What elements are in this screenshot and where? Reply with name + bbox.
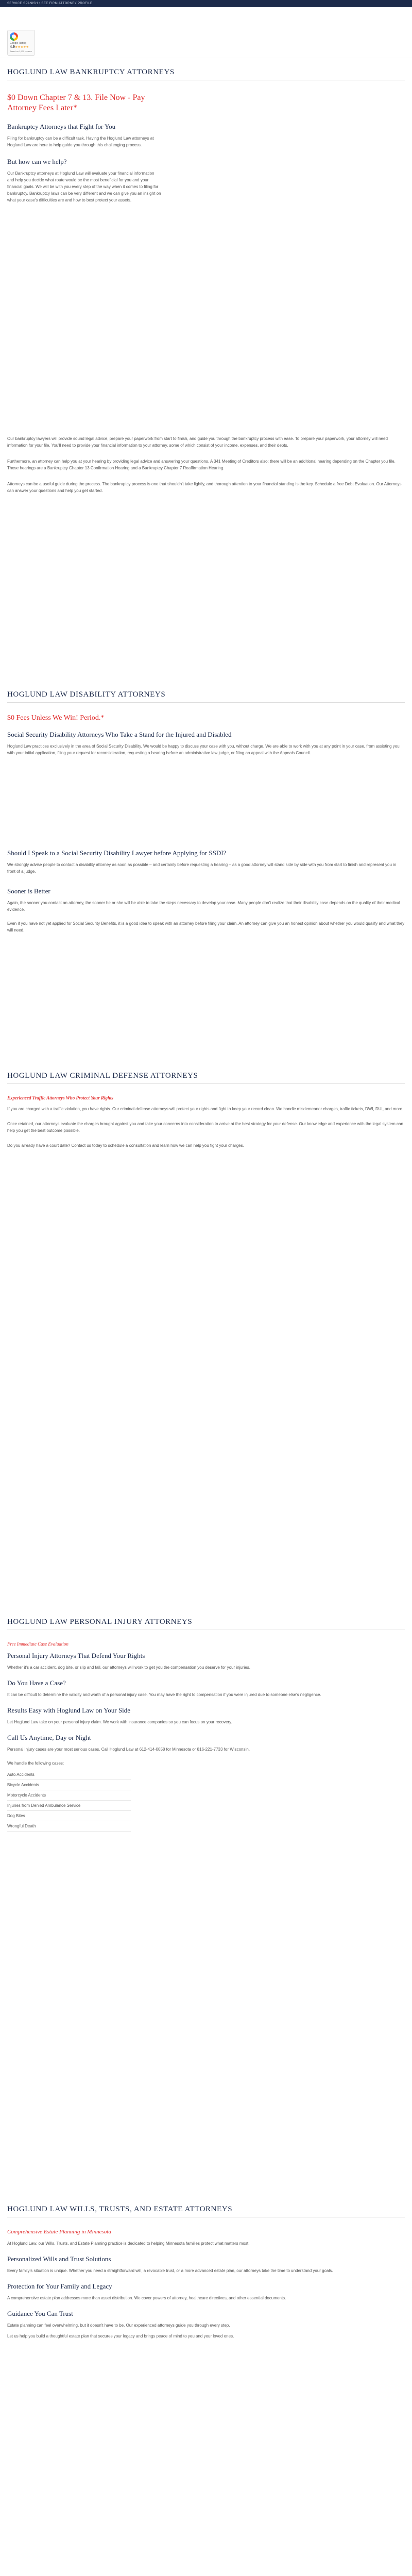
disability-intro: Hoglund Law practices exclusively in the area of Social Security Disability. We would be happy to discuss your case with you, without charge. We are able to work with you at any point in your case, from assisting you with your initial application, filing your request for reconsideration, requesting a hearing before an administrative law judge, or filing an appeal with the Appeals Council. <box>7 744 400 755</box>
injury-results-text: Let Hoglund Law take on your personal injury claim. We work with insurance companies so you can focus on your recovery. <box>7 1720 232 1724</box>
list-item: Wrongful Death <box>7 1821 131 1832</box>
estate-section <box>7 2205 405 2340</box>
list-item: Injuries from Denied Ambulance Service <box>7 1801 131 1811</box>
google-rating-badge[interactable] <box>7 30 35 56</box>
disability-apply-text: Even if you have not yet applied for Social Security Benefits, it is a good idea to speak with an attorney before filing your claim. An attorney can give you an honest opinion about whether you would qualify and what they will need. <box>7 921 405 933</box>
criminal-section <box>7 1072 405 1149</box>
rating-count: Based on 1,900 reviews <box>10 50 32 53</box>
estate-guidance-heading: Guidance You Can Trust <box>7 2310 73 2317</box>
google-logo-icon <box>10 32 18 41</box>
criminal-paragraph-3: Do you already have a court date? Contact us today to schedule a consultation and learn how we can help you fight your charges. <box>7 1143 244 1148</box>
injury-section <box>7 1618 405 1832</box>
list-item: Auto Accidents <box>7 1770 131 1780</box>
bankruptcy-help-heading: But how can we help? <box>7 158 67 165</box>
criminal-paragraph-1: If you are charged with a traffic violation, you have rights. Our criminal defense attorneys will protect your rights and fight to keep your record clean. We handle misdemeanor charges, traffic tickets, DWI, DUI, and more. <box>7 1107 404 1111</box>
bankruptcy-paragraph-4: Furthermore, an attorney can help you at your hearing by providing legal advice and answering your questions. A 341 Meeting of Creditors also; there will be an additional hearing depending on the Chapter you file. Those hearings are a Bankruptcy Chapter 13 Confirmation Hearing and a Bankruptcy Chapter 7 Reaffirmation Hearing. <box>7 459 396 470</box>
estate-protection-heading: Protection for Your Family and Legacy <box>7 2282 112 2290</box>
estate-intro: At Hoglund Law, our Wills, Trusts, and Estate Planning practice is dedicated to helping Minnesota families protect what matters most. <box>7 2241 250 2246</box>
injury-results-heading: Results Easy with Hoglund Law on Your Side <box>7 1706 131 1714</box>
rating-label: Google Rating <box>10 42 26 45</box>
injury-subheading: Personal Injury Attorneys That Defend Your Rights <box>7 1652 145 1659</box>
disability-sooner-text: Again, the sooner you contact an attorney, the sooner he or she will be able to take the steps necessary to develop your case. Many people don't realize that their disability case depends on the quality of their medical evidence. <box>7 901 400 912</box>
bankruptcy-subheading: Bankruptcy Attorneys that Fight for You <box>7 123 116 130</box>
bankruptcy-heading: HOGLUND LAW BANKRUPTCY ATTORNEYS <box>7 68 175 76</box>
disability-speak-text: We strongly advise people to contact a disability attorney as soon as possible – and certainly before requesting a hearing – as a good attorney will stand side by side with you from start to finish and represent you in front of a judge. <box>7 862 397 874</box>
injury-case-text: It can be difficult to determine the validity and worth of a personal injury case. You may have the right to compensation if you were injured due to someone else's negligence. <box>7 1692 321 1697</box>
bankruptcy-promo: $0 Down Chapter 7 & 13. File Now - Pay Attorney Fees Later* <box>7 93 145 112</box>
estate-wills-text: Every family's situation is unique. Whether you need a straightforward will, a revocable trust, or a more advanced estate plan, our attorneys take the time to understand your goals. <box>7 2268 333 2273</box>
top-bar: SERVICE SPANISH • SEE FIRM ATTORNEY PROFILE <box>0 0 412 7</box>
disability-heading: HOGLUND LAW DISABILITY ATTORNEYS <box>7 690 166 699</box>
injury-intro: Whether it's a car accident, dog bite, or slip and fall, our attorneys will work to get you the compensation you deserve for your injuries. <box>7 1665 250 1670</box>
injury-call-heading: Call Us Anytime, Day or Night <box>7 1734 91 1741</box>
header <box>0 7 412 58</box>
estate-closing-text: Let us help you build a thoughtful estate plan that secures your legacy and brings peace of mind to you and your loved ones. <box>7 2334 234 2338</box>
criminal-heading: HOGLUND LAW CRIMINAL DEFENSE ATTORNEYS <box>7 1072 198 1080</box>
list-item: Bicycle Accidents <box>7 1780 131 1790</box>
bankruptcy-help-text: Our Bankruptcy attorneys at Hoglund Law will evaluate your financial information and help you decide what route would be the most beneficial for you and your financial goals. We will be with you every step of the way when it comes to filing for bankruptcy. Bankruptcy laws can be very different and we can give you an insight on what your case's difficulties are and how to best protect your assets. <box>7 171 161 202</box>
disability-subheading: Social Security Disability Attorneys Who Take a Stand for the Injured and Disabled <box>7 731 232 738</box>
injury-case-heading: Do You Have a Case? <box>7 1679 66 1687</box>
injury-heading: HOGLUND LAW PERSONAL INJURY ATTORNEYS <box>7 1618 193 1626</box>
list-item: Dog Bites <box>7 1811 131 1821</box>
bankruptcy-paragraph-3: Our bankruptcy lawyers will provide sound legal advice, prepare your paperwork from start to finish, and guide you through the bankruptcy process with ease. To prepare your paperwork, your attorney will need information for your file. You'll need to provide your financial information to your attorney, some of which consist of your income, expenses, and their debts. <box>7 436 388 448</box>
list-item: Motorcycle Accidents <box>7 1790 131 1801</box>
bankruptcy-section <box>7 68 405 494</box>
disability-section <box>7 690 405 934</box>
bankruptcy-paragraph-5: Attorneys can be a useful guide during the process. The bankruptcy process is one that shouldn't take lightly, and thorough attention to your financial standing is the key. Schedule a free Debt Evaluation. Our Attorneys can answer your questions and help you get started. <box>7 482 402 493</box>
rating-stars: ★★★★★ <box>15 46 29 49</box>
estate-wills-heading: Personalized Wills and Trust Solutions <box>7 2255 111 2263</box>
estate-protection-text: A comprehensive estate plan addresses more than asset distribution. We cover powers of attorney, healthcare directives, and other essential documents. <box>7 2296 286 2300</box>
injury-case-list <box>7 1770 131 1832</box>
injury-promo: Free Immediate Case Evaluation <box>7 1641 68 1647</box>
estate-heading: HOGLUND LAW WILLS, TRUSTS, AND ESTATE ATTORNEYS <box>7 2205 233 2213</box>
injury-list-intro: We handle the following cases: <box>7 1761 64 1766</box>
rating-score: 4.9 <box>10 45 15 49</box>
estate-promo: Comprehensive Estate Planning in Minnesota <box>7 2229 111 2235</box>
criminal-subheading: Experienced Traffic Attorneys Who Protect Your Rights <box>7 1095 113 1100</box>
disability-promo: $0 Fees Unless We Win! Period.* <box>7 714 105 722</box>
disability-sooner-heading: Sooner is Better <box>7 887 50 895</box>
injury-call-text: Personal injury cases are your most serious cases. Call Hoglund Law at 612-414-0058 for Minnesota or 816-221-7733 for Wisconsin. <box>7 1747 250 1752</box>
estate-guidance-text: Estate planning can feel overwhelming, but it doesn't have to be. Our experienced attorneys guide you through every step. <box>7 2323 230 2328</box>
criminal-paragraph-2: Once retained, our attorneys evaluate the charges brought against you and take your concerns into consideration to arrive at the best strategy for your defense. Our knowledge and experience with the legal system can help you get the best outcome possible. <box>7 1122 403 1133</box>
disability-speak-heading: Should I Speak to a Social Security Disability Lawyer before Applying for SSDI? <box>7 849 227 857</box>
bankruptcy-intro: Filing for bankruptcy can be a difficult task. Having the Hoglund Law attorneys at Hoglund Law are here to help guide you through this challenging process. <box>7 136 154 147</box>
